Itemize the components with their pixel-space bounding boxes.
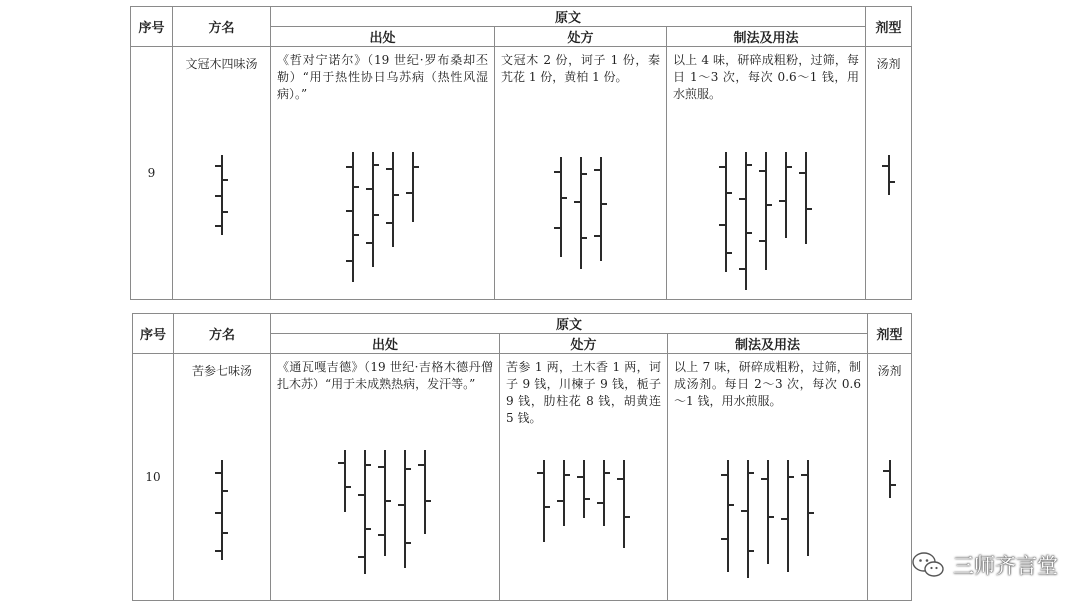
header-method: 制法及用法: [668, 334, 868, 354]
mongolian-script: [174, 460, 270, 560]
row-prescription: 苦参 1 两，土木香 1 两，诃子 9 钱，川楝子 9 钱，栀子 9 钱，肋柱花 8 钱，胡黄连 5 钱。: [506, 360, 661, 425]
row-seq: 10: [133, 354, 174, 601]
mongolian-script: [667, 152, 865, 290]
header-prescription: 处方: [500, 334, 668, 354]
header-original: 原文: [271, 7, 866, 27]
row-method-cell: [667, 47, 866, 300]
header-original: 原文: [271, 314, 868, 334]
mongolian-script: [271, 152, 494, 282]
row-source-cell: [271, 47, 495, 300]
header-source: 出处: [271, 334, 500, 354]
row-source-cell: [271, 354, 500, 601]
mongolian-script: [271, 450, 499, 574]
header-prescription: 处方: [495, 27, 667, 47]
watermark-text: 三师齐言堂: [953, 554, 1058, 578]
row-prescription-cell: [495, 47, 667, 300]
mongolian-script: [868, 460, 911, 498]
watermark: [911, 550, 1058, 580]
prescription-table-9: [130, 6, 912, 300]
mongolian-script: [668, 460, 867, 578]
row-seq: 9: [131, 47, 173, 300]
row-method-cell: [668, 354, 868, 601]
row-source: 《通瓦嘎吉德》（19 世纪·吉格木德丹僧扎木苏）“用于未成熟热病，发汗等。”: [277, 360, 493, 391]
row-name: 文冠木四味汤: [185, 57, 258, 71]
row-source: 《哲对宁诺尔》（19 世纪·罗布桑却丕勒）“用于热性协日乌苏病（热性风湿病）。”: [277, 53, 488, 101]
header-form: 剂型: [868, 314, 912, 354]
row-name-cell: [174, 354, 271, 601]
row-name: 苦参七味汤: [191, 364, 252, 378]
wechat-icon: [911, 551, 945, 579]
row-form-cell: [868, 354, 912, 601]
row-prescription-cell: [500, 354, 668, 601]
mongolian-script: [173, 155, 270, 235]
row-form: 汤剂: [876, 57, 901, 71]
mongolian-script: [495, 157, 666, 269]
row-form-cell: [866, 47, 912, 300]
row-method: 以上 4 味，研碎成粗粉，过筛，每日 1～3 次，每次 0.6～1 钱，用水煎服。: [673, 53, 860, 101]
header-seq: 序号: [133, 314, 174, 354]
header-seq: 序号: [131, 7, 173, 47]
row-method: 以上 7 味，研碎成粗粉，过筛，制成汤剂。每日 2～3 次，每次 0.6～1 钱，用水煎服。: [674, 360, 862, 408]
header-name: 方名: [174, 314, 271, 354]
row-form: 汤剂: [877, 364, 902, 378]
mongolian-script: [866, 155, 911, 195]
mongolian-script: [500, 460, 667, 548]
header-method: 制法及用法: [667, 27, 866, 47]
prescription-table-10: [132, 313, 912, 601]
row-prescription: 文冠木 2 份，诃子 1 份，秦艽花 1 份，黄柏 1 份。: [501, 53, 660, 84]
header-form: 剂型: [866, 7, 912, 47]
row-name-cell: [173, 47, 271, 300]
header-source: 出处: [271, 27, 495, 47]
header-name: 方名: [173, 7, 271, 47]
